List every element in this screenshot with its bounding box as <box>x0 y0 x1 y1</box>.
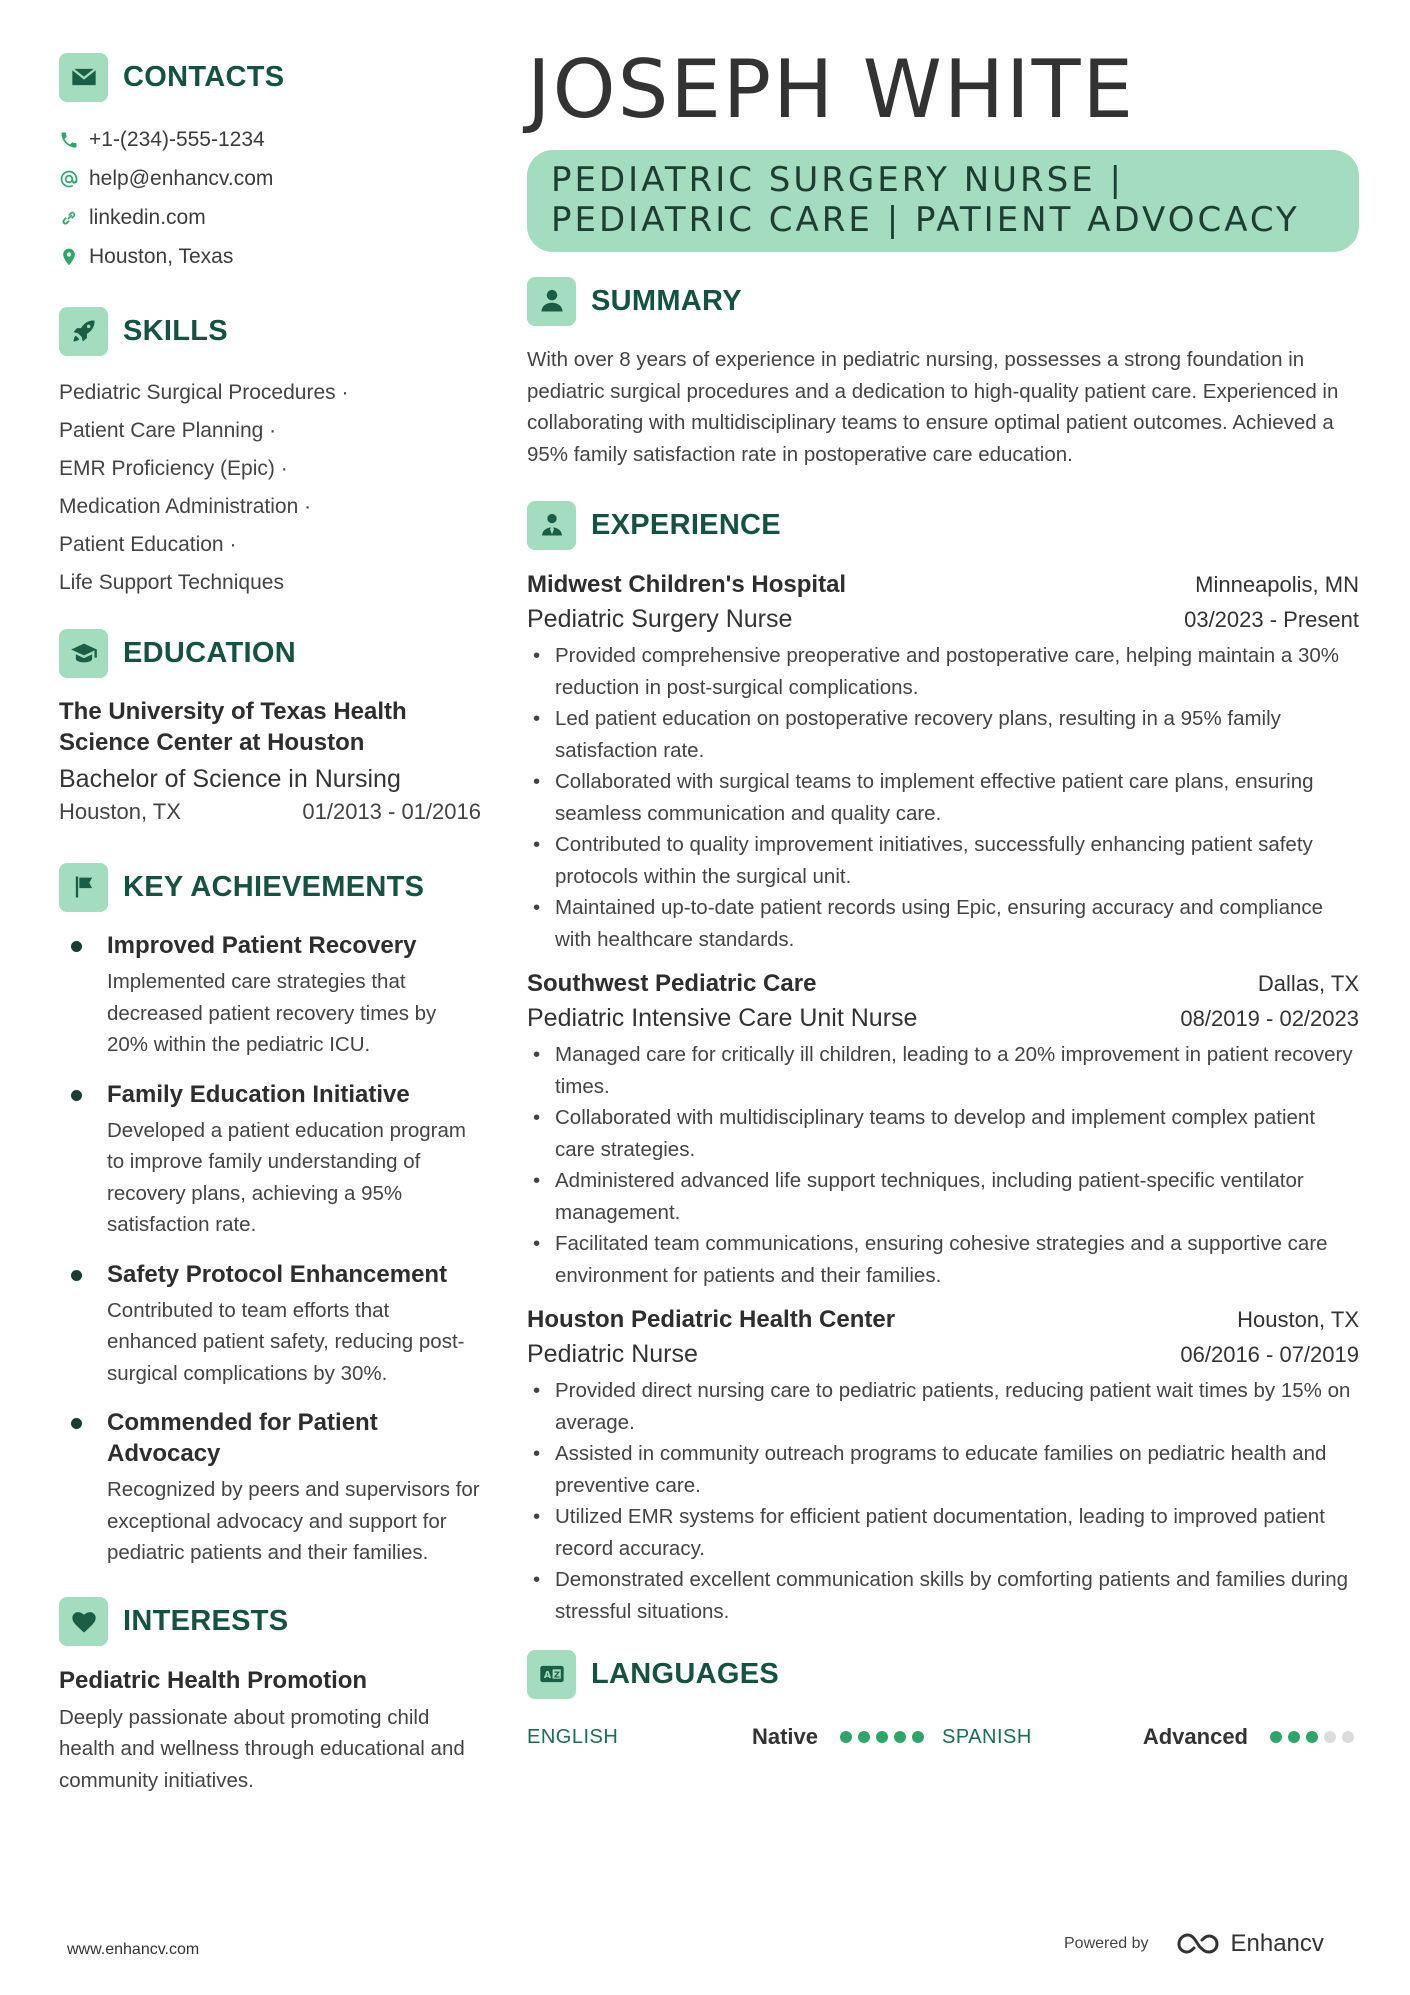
location-text: Houston, Texas <box>89 244 234 268</box>
heart-icon <box>59 1597 108 1646</box>
envelope-icon <box>59 53 108 102</box>
job-bullet: • Provided comprehensive preoperative and postoperative care, helping maintain a 30% reduction in post-surgical complications. <box>527 640 1359 703</box>
education-entry <box>59 696 481 828</box>
rating-dot-filled <box>858 1731 870 1743</box>
achievement-desc: Developed a patient education program to improve family understanding of recovery plans, achieving a 95% satisfaction rate. <box>107 1118 466 1236</box>
skill-item: Patient Care Planning · <box>59 419 277 442</box>
achievements-title: KEY ACHIEVEMENTS <box>123 870 425 903</box>
summary-text: With over 8 years of experience in pediatric nursing, possesses a strong foundation in pediatric surgical procedures and a dedication to high-quality patient care. Experienced in collaborating with multidisciplinary teams to ensure optimal patient outcomes. Achieved a 95% family satisfaction rate in postoperative care education. <box>527 348 1339 466</box>
contact-location <box>59 237 481 276</box>
experience-header <box>527 500 1359 550</box>
enhancv-brand-text: Enhancv <box>1230 1930 1324 1957</box>
job-bullets <box>527 640 1359 955</box>
skill-item: Medication Administration · <box>59 495 312 518</box>
skills-header <box>59 306 481 356</box>
achievement-title: Safety Protocol Enhancement <box>107 1260 448 1288</box>
languages-header <box>527 1649 1359 1699</box>
job-bullet: • Led patient education on postoperative recovery plans, resulting in a 95% family satisfaction rate. <box>527 703 1359 766</box>
job-company: Houston Pediatric Health Center <box>527 1306 896 1333</box>
education-dates: 01/2013 - 01/2016 <box>302 799 481 824</box>
job-bullet: • Managed care for critically ill children, leading to a 20% improvement in patient recovery times. <box>527 1039 1359 1102</box>
skill-item: EMR Proficiency (Epic) · <box>59 457 288 480</box>
job-bullet: • Administered advanced life support techniques, including patient-specific ventilator management. <box>527 1165 1359 1228</box>
powered-by-text: Powered by <box>1064 1935 1149 1952</box>
job-dates: 08/2019 - 02/2023 <box>1180 1006 1359 1031</box>
language-rating <box>840 1731 924 1743</box>
footer-branding <box>1064 1930 1324 1958</box>
email-text: help@enhancv.com <box>89 166 274 190</box>
language-level: Native <box>751 1724 818 1749</box>
experience-list <box>527 568 1359 1627</box>
job-location: Houston, TX <box>1237 1307 1359 1332</box>
job-bullet: • Facilitated team communications, ensuring cohesive strategies and a supportive care environment for patients and their families. <box>527 1228 1359 1291</box>
interests-title: INTERESTS <box>123 1605 289 1637</box>
achievements-list <box>59 930 481 1569</box>
interest-title: Pediatric Health Promotion <box>59 1666 368 1694</box>
job-bullet: • Utilized EMR systems for efficient patient documentation, leading to improved patient record accuracy. <box>527 1501 1359 1564</box>
languages-title: LANGUAGES <box>591 1657 779 1690</box>
education-location: Houston, TX <box>59 799 181 824</box>
achievement-item <box>59 1259 481 1390</box>
job-subheader <box>527 1001 1359 1035</box>
left-column <box>59 52 481 1796</box>
achievements-header <box>59 862 481 912</box>
rating-dot-filled <box>912 1731 924 1743</box>
phone-icon <box>59 130 79 150</box>
education-header <box>59 628 481 678</box>
job-dates: 03/2023 - Present <box>1184 607 1359 632</box>
language-level: Advanced <box>1142 1724 1248 1749</box>
rating-dot-filled <box>1288 1731 1300 1743</box>
skill-item: Life Support Techniques <box>59 571 284 594</box>
rating-dot-empty <box>1342 1731 1354 1743</box>
job-company: Southwest Pediatric Care <box>527 970 817 997</box>
interest-entry <box>59 1665 481 1797</box>
person-icon <box>527 277 576 326</box>
candidate-name: JOSEPH WHITE <box>527 43 1135 136</box>
contact-email[interactable] <box>59 159 481 198</box>
job-bullet: • Contributed to quality improvement initiatives, successfully enhancing patient safety protocols within the surgical unit. <box>527 829 1359 892</box>
job-title: Pediatric Nurse <box>527 1340 698 1368</box>
job-title: Pediatric Intensive Care Unit Nurse <box>527 1004 918 1032</box>
headline-text: PEDIATRIC SURGERY NURSE | PEDIATRIC CARE | PATIENT ADVOCACY <box>551 160 1300 240</box>
achievement-title: Improved Patient Recovery <box>107 932 417 959</box>
job-bullet: • Provided direct nursing care to pediatric patients, reducing patient wait times by 15% on average. <box>527 1375 1359 1438</box>
job-header <box>527 568 1359 602</box>
achievement-title: Family Education Initiative <box>107 1080 410 1108</box>
summary-title: SUMMARY <box>591 284 742 317</box>
job-subheader <box>527 1337 1359 1371</box>
skill-item: Pediatric Surgical Procedures · <box>59 381 349 404</box>
job-entry <box>527 1303 1359 1627</box>
rating-dot-filled <box>1306 1731 1318 1743</box>
job-title: Pediatric Surgery Nurse <box>527 605 793 633</box>
experience-title: EXPERIENCE <box>591 508 781 541</box>
bullet-dot <box>71 1270 82 1281</box>
skills-title: SKILLS <box>123 314 228 347</box>
rocket-icon <box>59 307 108 356</box>
language-name: ENGLISH <box>527 1725 619 1748</box>
skills-list <box>59 374 481 602</box>
rating-dot-empty <box>1324 1731 1336 1743</box>
svg-text:A: A <box>543 1670 551 1682</box>
job-bullets <box>527 1039 1359 1291</box>
achievement-title: Commended for Patient Advocacy <box>107 1409 378 1467</box>
interest-desc: Deeply passionate about promoting child health and wellness through educational and community initiatives. <box>59 1705 465 1792</box>
headline-banner <box>527 150 1359 252</box>
phone-text: +1-(234)-555-1234 <box>89 127 265 151</box>
achievement-item <box>59 930 481 1061</box>
footer-website[interactable]: www.enhancv.com <box>67 1941 200 1958</box>
language-icon <box>527 1650 576 1699</box>
job-bullets <box>527 1375 1359 1627</box>
education-meta <box>59 796 481 828</box>
job-location: Dallas, TX <box>1257 971 1359 996</box>
job-header <box>527 1303 1359 1337</box>
languages-list <box>527 1717 1359 1757</box>
language-name: SPANISH <box>942 1725 1032 1748</box>
bullet-dot <box>71 1090 82 1101</box>
job-bullet: • Demonstrated excellent communication skills by comforting patients and families during stressful situations. <box>527 1564 1359 1627</box>
job-bullet: • Assisted in community outreach programs to educate families on pediatric health and preventive care. <box>527 1438 1359 1501</box>
education-school: The University of Texas Health Science Center at Houston <box>59 698 407 756</box>
enhancv-logo[interactable] <box>1175 1930 1324 1958</box>
job-location: Minneapolis, MN <box>1195 572 1359 597</box>
job-entry <box>527 967 1359 1291</box>
rating-dot-filled <box>840 1731 852 1743</box>
enhancv-logo-icon <box>1175 1930 1223 1958</box>
summary-header <box>527 276 1359 326</box>
job-dates: 06/2016 - 07/2019 <box>1180 1342 1359 1367</box>
achievement-desc: Recognized by peers and supervisors for exceptional advocacy and support for pediatric patients and their families. <box>107 1478 480 1564</box>
job-header <box>527 967 1359 1001</box>
achievement-desc: Implemented care strategies that decreased patient recovery times by 20% within the pediatric ICU. <box>107 970 437 1056</box>
job-subheader <box>527 602 1359 636</box>
job-entry <box>527 568 1359 955</box>
link-icon <box>59 208 79 228</box>
svg-text:Z: Z <box>553 1669 560 1680</box>
linkedin-text: linkedin.com <box>89 205 206 229</box>
language-item <box>942 1724 1354 1750</box>
contacts-title: CONTACTS <box>123 60 285 93</box>
education-title: EDUCATION <box>123 636 296 669</box>
rating-dot-filled <box>876 1731 888 1743</box>
achievement-item <box>59 1079 481 1241</box>
right-column <box>527 43 1359 1757</box>
flag-icon <box>59 863 108 912</box>
language-item <box>527 1724 942 1750</box>
contacts-list <box>59 120 481 276</box>
contacts-header <box>59 52 481 102</box>
rating-dot-filled <box>894 1731 906 1743</box>
bullet-dot <box>71 1418 82 1429</box>
job-bullet: • Collaborated with surgical teams to implement effective patient care plans, ensuring seamless communication and quality care. <box>527 766 1359 829</box>
achievement-desc: Contributed to team efforts that enhanced patient safety, reducing post-surgical complications by 30%. <box>107 1298 465 1385</box>
interests-header <box>59 1597 481 1647</box>
job-bullet: • Collaborated with multidisciplinary teams to develop and implement complex patient care strategies. <box>527 1102 1359 1165</box>
job-bullet: • Maintained up-to-date patient records using Epic, ensuring accuracy and compliance with healthcare standards. <box>527 892 1359 955</box>
language-rating <box>1270 1731 1354 1743</box>
contact-phone[interactable] <box>59 120 481 159</box>
skill-item: Patient Education · <box>59 533 237 556</box>
graduation-cap-icon <box>59 629 108 678</box>
job-company: Midwest Children's Hospital <box>527 571 847 598</box>
achievement-item <box>59 1407 481 1569</box>
location-pin-icon <box>59 247 79 267</box>
bullet-dot <box>71 941 82 952</box>
contact-linkedin[interactable] <box>59 198 481 237</box>
at-icon <box>59 169 79 189</box>
briefcase-person-icon <box>527 501 576 550</box>
education-degree: Bachelor of Science in Nursing <box>59 765 401 793</box>
rating-dot-filled <box>1270 1731 1282 1743</box>
